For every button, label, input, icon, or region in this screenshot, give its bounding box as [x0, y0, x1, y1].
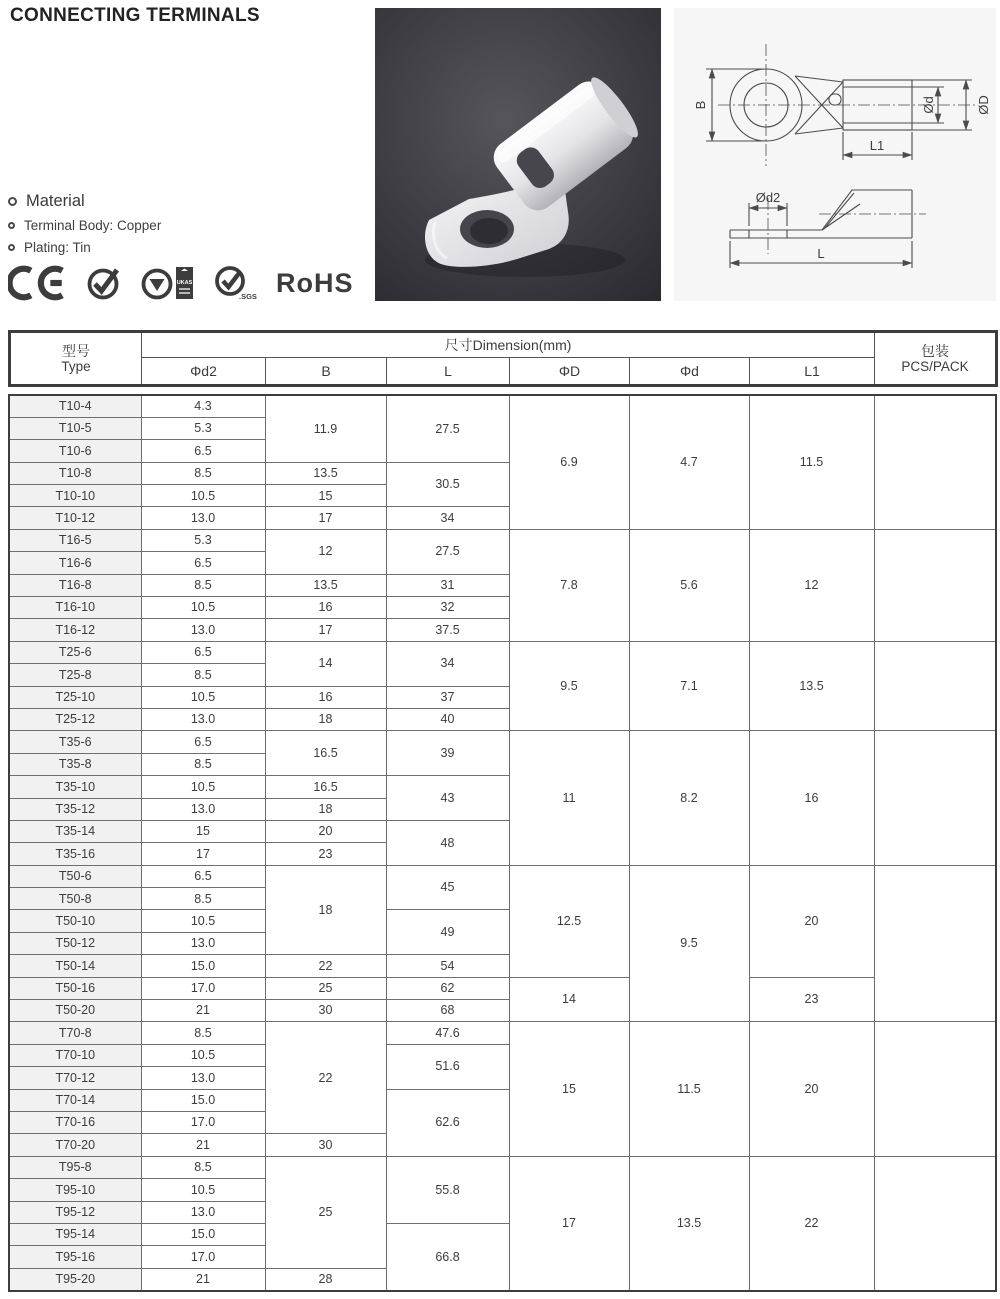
dimension-cell: 15.0: [141, 955, 265, 977]
dimension-cell: 25: [265, 977, 386, 999]
dimension-cell: 23: [265, 843, 386, 865]
dimension-cell: 27.5: [386, 395, 509, 462]
dimension-cell: 11.5: [749, 395, 874, 529]
dimension-cell: [874, 395, 996, 529]
dimension-cell: 28: [265, 1268, 386, 1290]
dimension-cell: 16.5: [265, 731, 386, 776]
dimension-cell: 9.5: [509, 641, 629, 731]
dimension-cell: 62.6: [386, 1089, 509, 1156]
page-title: CONNECTING TERMINALS: [10, 5, 260, 26]
dimension-diagram: [674, 8, 996, 301]
dimension-cell: 11.9: [265, 395, 386, 462]
dimension-cell: 21: [141, 1134, 265, 1156]
dim-label-phi-d: Ød: [921, 96, 936, 114]
model-cell: T50-14: [9, 955, 141, 977]
dimension-cell: 6.5: [141, 440, 265, 462]
dimension-cell: 8.5: [141, 664, 265, 686]
bullet-icon: [8, 222, 15, 229]
header-col-phi-d2: Φd2: [142, 358, 266, 386]
table-row: [9, 731, 996, 753]
spec-table-header: [8, 330, 998, 387]
dimension-cell: 25: [265, 1156, 386, 1268]
dimension-cell: 15: [509, 1022, 629, 1156]
dimension-cell: 30: [265, 1134, 386, 1156]
model-cell: T10-6: [9, 440, 141, 462]
table-row: [9, 865, 996, 887]
spec-table-section: [8, 330, 995, 1292]
dimension-cell: 17.0: [141, 1246, 265, 1268]
model-cell: T35-12: [9, 798, 141, 820]
dimension-cell: 8.5: [141, 888, 265, 910]
dimension-cell: 13.5: [749, 641, 874, 731]
dimension-cell: 22: [749, 1156, 874, 1290]
header-pack: [875, 332, 997, 386]
dimension-cell: 37.5: [386, 619, 509, 641]
table-row: [9, 1022, 996, 1044]
model-cell: T50-10: [9, 910, 141, 932]
model-cell: T10-12: [9, 507, 141, 529]
header-col-l1: L1: [750, 358, 875, 386]
rohs-label: RoHS: [276, 267, 354, 298]
dimension-cell: 8.5: [141, 462, 265, 484]
dimension-cell: 17: [141, 843, 265, 865]
dimension-cell: 47.6: [386, 1022, 509, 1044]
model-cell: T95-12: [9, 1201, 141, 1223]
dimension-cell: [874, 865, 996, 1022]
dimension-cell: 21: [141, 1268, 265, 1290]
dimension-cell: 17.0: [141, 1112, 265, 1134]
model-cell: T70-10: [9, 1044, 141, 1066]
model-cell: T35-16: [9, 843, 141, 865]
model-cell: T95-10: [9, 1179, 141, 1201]
dimension-cell: [874, 641, 996, 731]
dimension-cell: 18: [265, 798, 386, 820]
dimension-cell: 8.5: [141, 1022, 265, 1044]
dimension-cell: 18: [265, 865, 386, 955]
model-cell: T10-4: [9, 395, 141, 417]
dimension-cell: 14: [509, 977, 629, 1022]
dimension-cell: 54: [386, 955, 509, 977]
dimension-cell: 10.5: [141, 1044, 265, 1066]
dimension-cell: 13.5: [265, 462, 386, 484]
dimension-cell: 5.3: [141, 417, 265, 439]
dimension-cell: 51.6: [386, 1044, 509, 1089]
dimension-cell: 6.5: [141, 552, 265, 574]
dimension-cell: 8.5: [141, 1156, 265, 1178]
header-col-l: L: [387, 358, 510, 386]
model-cell: T25-8: [9, 664, 141, 686]
dimension-cell: 13.5: [265, 574, 386, 596]
model-cell: T70-20: [9, 1134, 141, 1156]
model-cell: T25-6: [9, 641, 141, 663]
dimension-cell: 30: [265, 1000, 386, 1022]
dimension-cell: 20: [749, 865, 874, 977]
dimension-cell: 10.5: [141, 485, 265, 507]
model-cell: T16-5: [9, 529, 141, 551]
model-cell: T50-20: [9, 1000, 141, 1022]
dimension-cell: 11: [509, 731, 629, 865]
bullet-icon: [8, 244, 15, 251]
dimension-cell: 5.6: [629, 529, 749, 641]
dimension-cell: 13.0: [141, 619, 265, 641]
bullet-icon: [8, 197, 17, 206]
model-cell: T10-5: [9, 417, 141, 439]
dim-label-L: L: [817, 246, 825, 261]
dimension-cell: 4.3: [141, 395, 265, 417]
dimension-cell: 34: [386, 507, 509, 529]
material-item: Terminal Body: Copper: [24, 218, 162, 233]
model-cell: T70-14: [9, 1089, 141, 1111]
dimension-cell: 7.8: [509, 529, 629, 641]
dimension-cell: 27.5: [386, 529, 509, 574]
dimension-cell: 45: [386, 865, 509, 910]
dimension-cell: 40: [386, 708, 509, 730]
dimension-cell: 6.5: [141, 731, 265, 753]
dimension-cell: 8.5: [141, 753, 265, 775]
dimension-cell: 18: [265, 708, 386, 730]
dimension-cell: 17: [265, 619, 386, 641]
header-type-zh: 型号: [62, 342, 90, 359]
dimension-cell: 32: [386, 597, 509, 619]
model-cell: T16-6: [9, 552, 141, 574]
model-cell: T35-8: [9, 753, 141, 775]
dimension-cell: 15.0: [141, 1089, 265, 1111]
dimension-cell: 13.0: [141, 932, 265, 954]
dimension-cell: 6.5: [141, 865, 265, 887]
dimension-cell: 22: [265, 1022, 386, 1134]
dimension-cell: 16: [749, 731, 874, 865]
model-cell: T35-14: [9, 820, 141, 842]
dimension-cell: 13.0: [141, 708, 265, 730]
model-cell: T95-20: [9, 1268, 141, 1290]
material-section: [8, 192, 161, 262]
dim-label-L1: L1: [869, 138, 885, 153]
dimension-cell: 15: [141, 820, 265, 842]
sgs-check-cert-icon: [213, 264, 259, 302]
model-cell: T16-10: [9, 597, 141, 619]
model-cell: T70-16: [9, 1112, 141, 1134]
dimension-cell: 15.0: [141, 1223, 265, 1245]
dimension-cell: 37: [386, 686, 509, 708]
dimension-diagram-svg: [674, 8, 996, 301]
dimension-cell: 68: [386, 1000, 509, 1022]
dimension-cell: [874, 1022, 996, 1156]
table-row: [9, 977, 996, 999]
dimension-cell: 11.5: [629, 1022, 749, 1156]
model-cell: T95-14: [9, 1223, 141, 1245]
header-pack-en: PCS/PACK: [901, 358, 969, 374]
table-row: [9, 395, 996, 417]
certifications-row: [8, 262, 354, 304]
material-heading: Material: [26, 192, 85, 210]
table-row: [9, 641, 996, 663]
model-cell: T16-12: [9, 619, 141, 641]
sgs-caption: .SGS: [239, 292, 257, 301]
dimension-cell: 16: [265, 597, 386, 619]
dimension-cell: 15: [265, 485, 386, 507]
dimension-cell: 66.8: [386, 1223, 509, 1290]
model-cell: T10-8: [9, 462, 141, 484]
header-pack-zh: 包装: [921, 342, 950, 359]
dimension-cell: [874, 529, 996, 641]
model-cell: T50-8: [9, 888, 141, 910]
model-cell: T70-12: [9, 1067, 141, 1089]
model-cell: T16-8: [9, 574, 141, 596]
dim-label-phi-D: ØD: [976, 95, 991, 115]
model-cell: T50-12: [9, 932, 141, 954]
dimension-cell: 9.5: [629, 865, 749, 1022]
dimension-cell: 34: [386, 641, 509, 686]
dimension-cell: 39: [386, 731, 509, 776]
model-cell: T10-10: [9, 485, 141, 507]
product-photo: [375, 8, 661, 301]
dimension-cell: 8.2: [629, 731, 749, 865]
dimension-cell: 17: [509, 1156, 629, 1290]
dimension-cell: 10.5: [141, 776, 265, 798]
dimension-cell: 14: [265, 641, 386, 686]
model-cell: T25-12: [9, 708, 141, 730]
dimension-cell: 30.5: [386, 462, 509, 507]
header-col-b: B: [266, 358, 387, 386]
dimension-cell: 7.1: [629, 641, 749, 731]
header-type-en: Type: [61, 358, 91, 374]
dimension-cell: 31: [386, 574, 509, 596]
dimension-cell: 13.0: [141, 1067, 265, 1089]
dimension-cell: 43: [386, 776, 509, 821]
dimension-cell: 55.8: [386, 1156, 509, 1223]
dimension-cell: 17: [265, 507, 386, 529]
dimension-cell: 17.0: [141, 977, 265, 999]
spec-table-body: [8, 394, 997, 1292]
dimension-cell: 13.0: [141, 798, 265, 820]
table-row: [9, 529, 996, 551]
model-cell: T50-6: [9, 865, 141, 887]
dimension-cell: 20: [265, 820, 386, 842]
dim-label-B: B: [693, 100, 708, 110]
header-col-phi-d: Φd: [630, 358, 750, 386]
model-cell: T35-6: [9, 731, 141, 753]
header-type: [10, 332, 142, 386]
header-col-phi-D: ΦD: [510, 358, 630, 386]
dimension-cell: 13.0: [141, 507, 265, 529]
terminal-photo-illustration: [375, 8, 661, 301]
dimension-cell: 12.5: [509, 865, 629, 977]
model-cell: T95-16: [9, 1246, 141, 1268]
dimension-cell: 16.5: [265, 776, 386, 798]
dimension-cell: 6.5: [141, 641, 265, 663]
ukas-triangle-cert-icon: [140, 264, 196, 302]
model-cell: T70-8: [9, 1022, 141, 1044]
ukas-caption: UKAS: [176, 280, 193, 286]
model-cell: T25-10: [9, 686, 141, 708]
dimension-cell: 4.7: [629, 395, 749, 529]
dimension-cell: 22: [265, 955, 386, 977]
model-cell: T35-10: [9, 776, 141, 798]
dimension-cell: 13.5: [629, 1156, 749, 1290]
dimension-cell: 48: [386, 820, 509, 865]
dimension-cell: 21: [141, 1000, 265, 1022]
model-cell: T50-16: [9, 977, 141, 999]
dimension-cell: 12: [749, 529, 874, 641]
dimension-cell: 16: [265, 686, 386, 708]
quality-check-cert-icon: [85, 264, 123, 302]
dimension-cell: 8.5: [141, 574, 265, 596]
dimension-cell: 10.5: [141, 910, 265, 932]
dimension-cell: 23: [749, 977, 874, 1022]
dimension-cell: [874, 1156, 996, 1290]
dimension-cell: 20: [749, 1022, 874, 1156]
dimension-cell: 10.5: [141, 1179, 265, 1201]
dimension-cell: 12: [265, 529, 386, 574]
table-row: [9, 1156, 996, 1178]
ce-mark-icon: [8, 264, 68, 302]
dim-label-phi-d2: Ød2: [755, 190, 781, 205]
model-cell: T95-8: [9, 1156, 141, 1178]
dimension-cell: 49: [386, 910, 509, 955]
dimension-cell: 6.9: [509, 395, 629, 529]
dimension-cell: 10.5: [141, 597, 265, 619]
dimension-cell: 62: [386, 977, 509, 999]
dimension-cell: 10.5: [141, 686, 265, 708]
dimension-cell: [874, 731, 996, 865]
material-item: Plating: Tin: [24, 240, 91, 255]
dimension-cell: 5.3: [141, 529, 265, 551]
dimension-cell: 13.0: [141, 1201, 265, 1223]
header-dimension-title: 尺寸Dimension(mm): [142, 332, 875, 358]
